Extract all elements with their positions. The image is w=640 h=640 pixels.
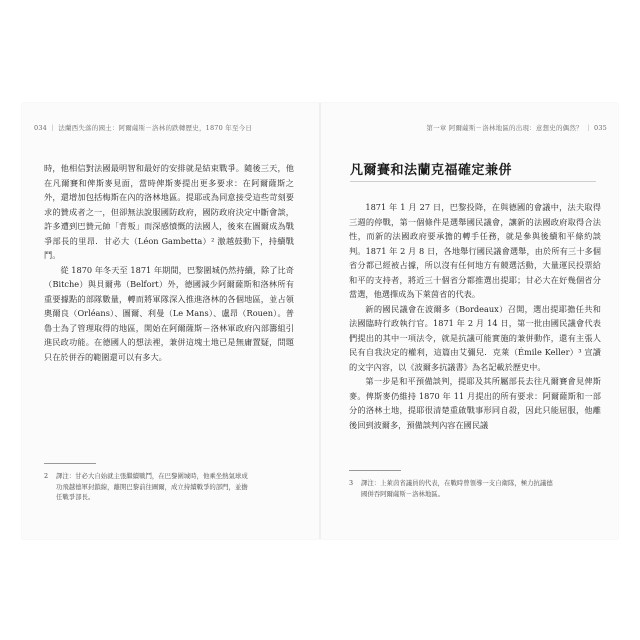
- right-footnote-rule: [349, 470, 401, 471]
- right-footnote-text: 譯注：上萊茵省議員的代表，在戰時曾領導一支自衛隊，極力抗議德國併吞阿爾薩斯－洛林地區。: [361, 479, 553, 498]
- left-page-body: [44, 161, 294, 364]
- left-footnote-rule: [44, 463, 96, 464]
- right-paragraph-1: 1871 年 1 月 27 日，巴黎投降，在與德國的會議中，法夫取得三週的停戰，第一個條件是選舉國民議會，讓新的法國政府取得合法性，而新的法國政府要承擔的轉手任務，就是參與後續和平條約談判。1871 年 2 月 8 日，各地舉行國民議會選舉，由於所有三十多個省分都已經被占據，所以沒有任何地方有競選活動，大量運民投票給和平的支持者，將近三十個省分都推選出提耶；甘必大在好幾個省分當選，他選擇成為下萊茵省的代表。: [349, 202, 601, 299]
- right-page: [321, 103, 617, 539]
- left-footnote-text: 譯注：甘必大自始就主張繼續戰鬥，在巴黎圍城時，他乘坐熱氣球成功飛越德軍封鎖線，離開巴黎前往圖爾，成立持續戰爭的部門，並擔任戰爭部長。: [56, 472, 248, 501]
- section-title-rule: [350, 181, 596, 182]
- left-paragraph-2: 從 1870 年冬天至 1871 年期間，巴黎圍城仍然持續，除了比奇（Bitche）與貝爾弗（Belfort）外，德國減少阿爾薩斯和洛林所有重要據點的部隊數量，轉而將軍隊深入推進洛林的各個地區，並占領奧爾良（Orléans）、圖爾、利曼（Le Mans）、盧昂（Rouen）。普魯士為了管理取得的地區，開始在阿爾薩斯－洛林軍政府內部籌組引進民政功能。在德國人的想法裡，兼併這塊土地已是無庸置疑，問題只在於併吞的範圍還可以有多大。: [44, 264, 294, 362]
- left-page-header: 034 ｜ 法蘭西失落的國土：阿爾薩斯－洛林的跌轉歷史，1870 年至今日: [34, 124, 253, 132]
- left-paragraph-1: 時，他相信對法國最明智和最好的安排就是結束戰爭。隨後三天，他在凡爾賽和俾斯麥見面，當時俾斯麥提出更多要求：在阿爾薩斯之外，還增加包括梅斯在內的洛林地區。提耶或為同意接受這些苛刻要求的贊成者之一，但卻無法說服國防政府，國防政府決定中斷會談，許多遭到巴贊元帥「背叛」而深感憤慨的法國人，後來在圖爾成為戰爭部長的里昂．甘必大（Léon Gambetta）² 激越鼓動下，持續戰鬥。: [44, 163, 294, 260]
- left-footnote-number: 2: [44, 472, 49, 480]
- left-footnote: [44, 471, 254, 503]
- section-title: 凡爾賽和法蘭克福確定兼併: [350, 163, 513, 178]
- right-footnote-number: 3: [349, 479, 354, 487]
- right-page-header: 第一章 阿爾薩斯－洛林地區的出現：意想史的偶然？ ｜ 035: [426, 124, 607, 132]
- left-page: [22, 103, 318, 539]
- right-paragraph-3: 第一步是和平預備談判，提耶及其所屬部長去往凡爾賽會見俾斯麥。俾斯麥仍維持 1870 年 11 月提出的所有要求：阿爾薩斯和一部分的洛林土地，提耶很清楚重啟戰事形同自殺，因此只能屈服，他離後回到波爾多，預備談判內容在國民議: [349, 376, 601, 430]
- right-paragraph-2: 新的國民議會在波爾多（Bordeaux）召開，選出提耶擔任共和法國臨時行政執行官。1871 年 2 月 14 日，第一批由國民議會代表們提出的其中一項法令，就是抗議可能實施的兼併動作，還有主張人民有自我決定的權利，這篇由艾彌兒．克萊（Émile Keller）³ 宣讀的文字內容，以《波爾多抗議書》為名記載於歷史中。: [349, 303, 601, 372]
- right-footnote: [349, 478, 559, 499]
- right-page-body: [349, 200, 601, 432]
